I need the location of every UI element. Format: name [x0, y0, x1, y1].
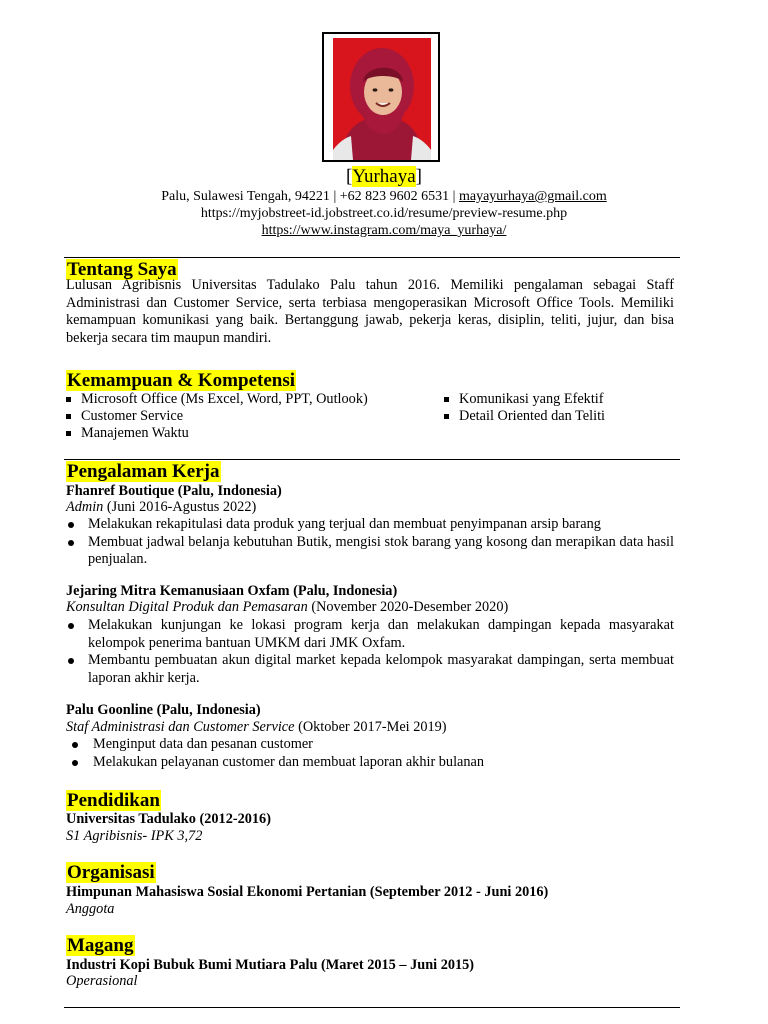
location: Palu, Sulawesi Tengah, 94221 — [161, 189, 330, 204]
profile-photo — [333, 38, 431, 160]
job-role-line — [66, 599, 508, 616]
skill-item: Manajemen Waktu — [64, 425, 368, 442]
job-role: Admin — [66, 499, 104, 515]
skills-list-left — [64, 391, 368, 442]
job-period: (Oktober 2017-Mei 2019) — [298, 719, 447, 735]
job-bullet: Membuat jadwal belanja kebutuhan Butik, mengisi stok barang yang kosong dan merapikan data hasil penjualan. — [66, 534, 674, 569]
email-link[interactable]: mayayurhaya@gmail.com — [458, 189, 607, 204]
instagram-link-line — [0, 222, 768, 239]
about-text: Lulusan Agribisnis Universitas Tadulako Palu tahun 2016. Memiliki pengalaman sebagai Staff Administrasi dan Customer Service, serta terbiasa mengoperasikan Microsoft Office Tools. Memiliki kemampuan komunikasi yang baik. Bertanggung jawab, pekerja keras, disiplin, teliti, jujur, dan bisa bekerja secara tim maupun mandiri. — [66, 277, 674, 346]
section-title-about: Tentang Saya — [67, 259, 177, 280]
divider — [64, 1007, 680, 1008]
job-bullets — [66, 736, 674, 771]
organization-position: Anggota — [66, 901, 115, 917]
section-title-internship: Magang — [67, 935, 134, 956]
skill-item: Microsoft Office (Ms Excel, Word, PPT, Outlook) — [64, 391, 368, 408]
internship-name: Industri Kopi Bubuk Bumi Mutiara Palu (Maret 2015 – Juni 2015) — [66, 957, 475, 973]
skill-item: Detail Oriented dan Teliti — [442, 408, 605, 425]
job-bullets — [66, 516, 674, 569]
job-bullet: Membantu pembuatan akun digital market kepada kelompok masyarakat dampingan, serta membuat laporan akhir kerja. — [66, 652, 674, 687]
job-role: Konsultan Digital Produk dan Pemasaran — [66, 599, 308, 615]
instagram-link[interactable]: https://www.instagram.com/maya_yurhaya/ — [261, 223, 507, 238]
skill-item: Komunikasi yang Efektif — [442, 391, 605, 408]
job-bullet: Melakukan kunjungan ke lokasi program kerja dan melakukan dampingan kepada masyarakat kelompok penerima bantuan UMKM dari JMK Oxfam. — [66, 617, 674, 652]
skill-item: Customer Service — [64, 408, 368, 425]
job-bullet: Melakukan pelayanan customer dan membuat laporan akhir bulanan — [66, 754, 674, 772]
education-degree: S1 Agribisnis- IPK 3,72 — [66, 828, 203, 844]
job-company: Palu Goonline (Palu, Indonesia) — [66, 702, 261, 718]
separator: | — [452, 189, 459, 204]
section-title-experience: Pengalaman Kerja — [67, 461, 220, 482]
skills-list-right — [442, 391, 605, 425]
job-bullet: Melakukan rekapitulasi data produk yang terjual dan membuat penyimpanan arsip barang — [66, 516, 674, 534]
divider — [64, 257, 680, 258]
jobstreet-link[interactable]: https://myjobstreet-id.jobstreet.co.id/resume/preview-resume.php — [200, 206, 568, 221]
separator: | — [333, 189, 340, 204]
job-role-line — [66, 719, 447, 736]
job-period: (November 2020-Desember 2020) — [311, 599, 509, 615]
name-line: [Yurhaya] — [346, 166, 422, 187]
profile-photo-frame — [322, 32, 440, 162]
section-title-organization: Organisasi — [67, 862, 155, 883]
organization-name: Himpunan Mahasiswa Sosial Ekonomi Pertanian (September 2012 - Juni 2016) — [66, 884, 549, 900]
job-role-line — [66, 499, 256, 516]
section-title-education: Pendidikan — [67, 790, 160, 811]
job-bullets — [66, 617, 674, 687]
internship-position: Operasional — [66, 973, 138, 989]
portrait-illustration — [333, 38, 431, 160]
job-company: Jejaring Mitra Kemanusiaan Oxfam (Palu, Indonesia) — [66, 583, 398, 599]
job-role: Staf Administrasi dan Customer Service — [66, 719, 295, 735]
candidate-name: Yurhaya — [352, 166, 416, 187]
phone: +62 823 9602 6531 — [339, 189, 450, 204]
divider — [64, 459, 680, 460]
job-bullet: Menginput data dan pesanan customer — [66, 736, 674, 754]
education-school: Universitas Tadulako (2012-2016) — [66, 811, 271, 827]
job-period: (Juni 2016-Agustus 2022) — [106, 499, 257, 515]
job-company: Fhanref Boutique (Palu, Indonesia) — [66, 483, 282, 499]
section-title-skills: Kemampuan & Kompetensi — [67, 370, 295, 391]
contact-line — [0, 188, 768, 205]
